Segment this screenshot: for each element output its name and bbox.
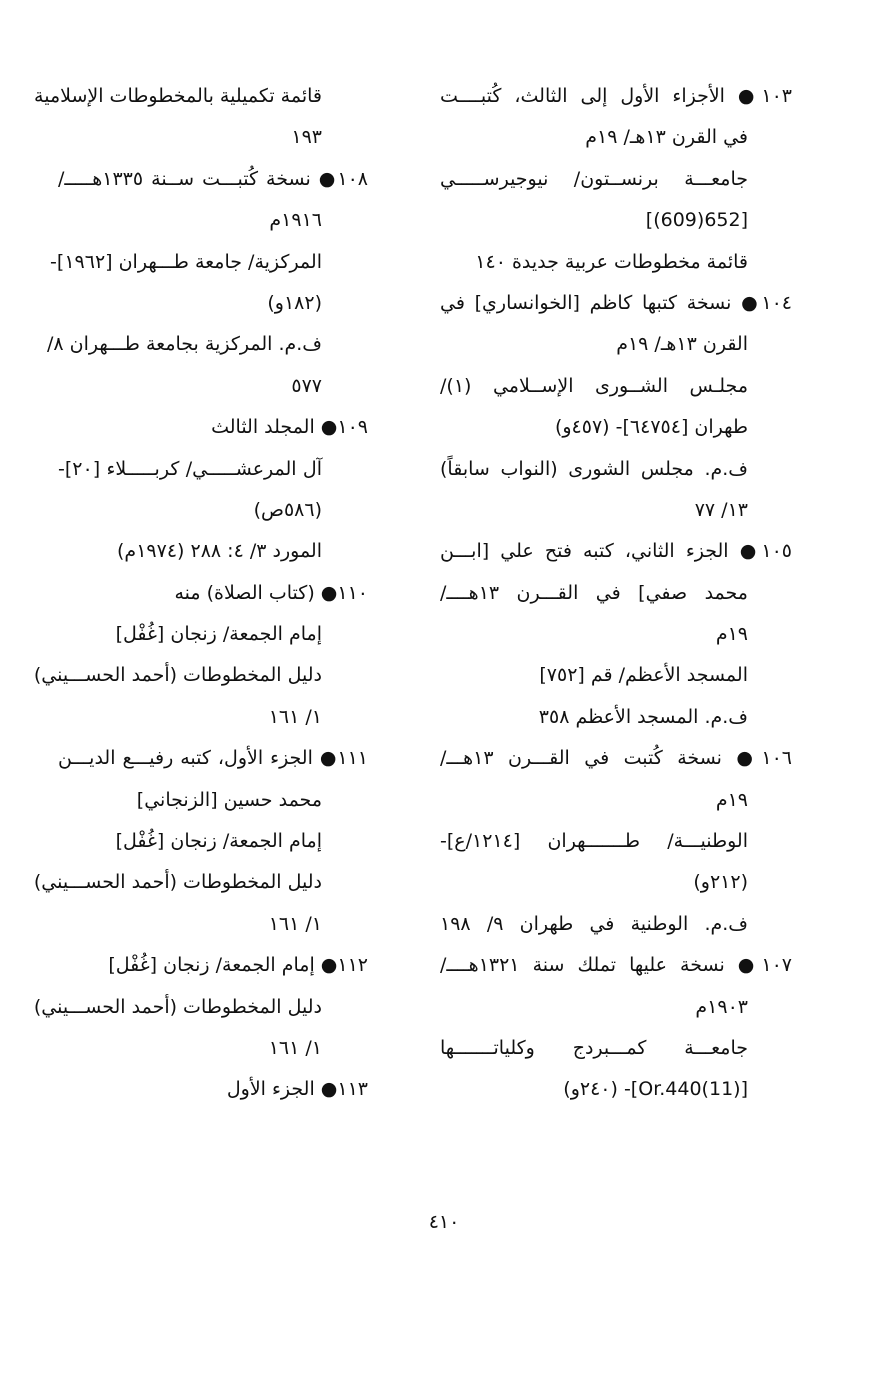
entry-line: مجلـس الشــورى الإســلامي (١)/: [440, 374, 748, 397]
entry-heading-line: ١٠٩● المجلد الثالث: [211, 416, 368, 439]
entry-heading-line: ١٠٣● الأجزاء الأول إلى الثالث، كُتبــــت: [440, 85, 792, 107]
entry-line: ١/ ١٦١: [268, 705, 322, 728]
left-column: [33, 76, 368, 1111]
entry-heading-line: ١٠٤● نسخة كتبها كاظم [الخوانساري] في: [440, 291, 792, 314]
entry-line: محمد صفي] في القـــرن ١٣هــــ/: [440, 581, 748, 604]
entry-line: ١/ ١٦١: [268, 1036, 322, 1059]
entry-line: الوطنيـــة/ طـــــــهران [١٢١٤/ع]-: [440, 830, 748, 853]
entry-line: دليل المخطوطات (أحمد الحســـيني): [33, 995, 322, 1018]
entry-line: ١٩٠٣م: [695, 995, 748, 1018]
entry-line: (١٨٢و): [267, 291, 322, 314]
entry-line: (٥٨٦ص): [253, 498, 322, 521]
entry-line: [Or.440(11)]- (٢٤٠و): [563, 1078, 748, 1101]
entry-line: إمام الجمعة/ زنجان [غُفْل]: [115, 623, 322, 646]
entry-heading-line: ١٠٦● نسخة كُتبت في القـــرن ١٣هـــ/: [440, 747, 792, 770]
entry-line: ف.م. الوطنية في طهران ٩/ ١٩٨: [440, 912, 748, 935]
entry-line: ٥٧٧: [291, 374, 322, 397]
entry-line: إمام الجمعة/ زنجان [غُفْل]: [115, 830, 322, 853]
entry-line: المركزية/ جامعة طـــهران [١٩٦٢]-: [50, 250, 322, 273]
entry-line: القرن ١٣هـ/ ١٩م: [616, 333, 748, 356]
entry-line: ١٩م: [715, 623, 748, 646]
entry-line: دليل المخطوطات (أحمد الحســـيني): [33, 664, 322, 687]
entry-line: في القرن ١٣هـ/ ١٩م: [585, 126, 748, 149]
entry-line: محمد حسين [الزنجاني]: [136, 788, 322, 811]
entry-line: قائمة مخطوطات عربية جديدة ١٤٠: [475, 250, 748, 273]
entry-line: (٢١٢و): [693, 871, 748, 894]
entry-line: ف.م. مجلس الشورى (النواب سابقاً): [440, 457, 748, 480]
entry-heading-line: ١١٠● (كتاب الصلاة) منه: [174, 581, 368, 604]
entry-heading-line: ١١٣● الجزء الأول: [226, 1078, 368, 1101]
entry-heading-line: ١٠٨● نسخة كُتبـــت ســنة ١٣٣٥هـــــ/: [58, 167, 368, 190]
entry-line: ١٩١٦م: [269, 209, 322, 232]
entry-line: قائمة تكميلية بالمخطوطات الإسلامية: [34, 85, 322, 107]
entry-heading-line: ١٠٥● الجزء الثاني، كتبه فتح علي [ابـــن: [440, 540, 792, 563]
entry-heading-line: ١١١● الجزء الأول، كتبه رفيـــع الديـــن: [58, 747, 368, 770]
entry-line: جامعـــة كمـــبردج وكلياتـــــــها: [440, 1036, 748, 1059]
entry-line: ١/ ١٦١: [268, 912, 322, 935]
entry-line: طهران [٦٤٧٥٤]- (٤٥٧و): [554, 416, 748, 439]
entry-line: ١٣/ ٧٧: [694, 498, 748, 521]
entry-heading-line: ١١٢● إمام الجمعة/ زنجان [غُفْل]: [108, 954, 368, 977]
page-number: ٤١٠: [428, 1211, 460, 1233]
entry-line: ف.م. المركزية بجامعة طـــهران ٨/: [46, 333, 322, 356]
right-column: [440, 76, 792, 1111]
entry-line: جامعـــة برنســتون/ نيوجيرســـــي: [440, 167, 748, 190]
entry-line: ١٩٣: [291, 126, 322, 149]
entry-line: ف.م. المسجد الأعظم ٣٥٨: [538, 705, 748, 728]
entry-line: المورد ٣/ ٤: ٢٨٨ (١٩٧٤م): [117, 540, 322, 563]
entry-line: [652(609)]: [645, 209, 748, 232]
entry-line: آل المرعشـــــي/ كربـــــلاء [٢٠]-: [58, 457, 322, 480]
entry-line: دليل المخطوطات (أحمد الحســـيني): [33, 871, 322, 894]
entry-line: المسجد الأعظم/ قم [٧٥٢]: [539, 664, 748, 687]
entry-line: ١٩م: [715, 788, 748, 811]
entry-heading-line: ١٠٧● نسخة عليها تملك سنة ١٣٢١هــــ/: [440, 954, 792, 977]
